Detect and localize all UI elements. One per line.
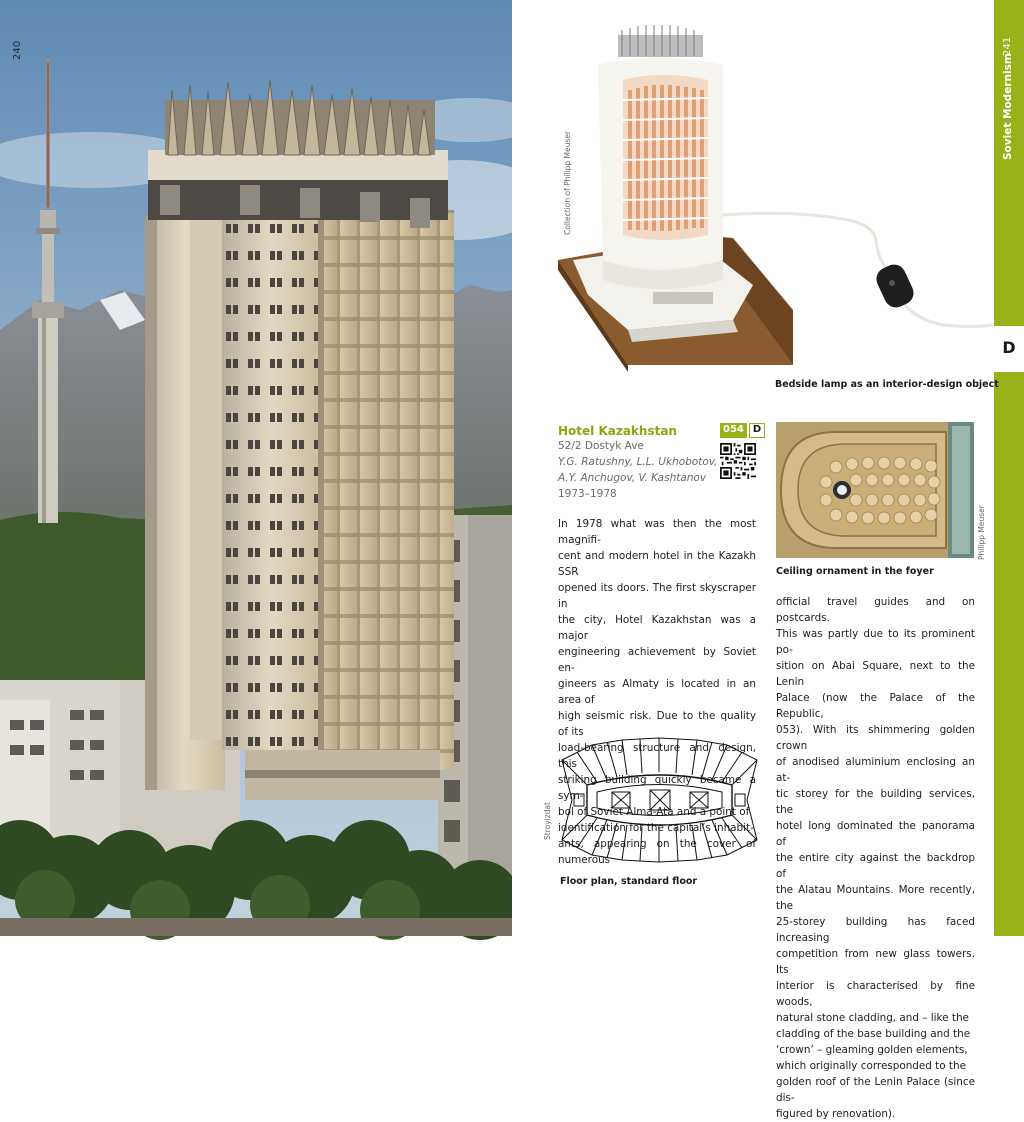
text-line: of anodised aluminium enclosing an at-	[776, 756, 975, 784]
text-line: engineering achievement by Soviet en-	[558, 646, 756, 674]
entry-number-badge	[720, 423, 765, 438]
entry-address: 52/2 Dostyk Ave	[558, 440, 644, 452]
qr-code[interactable]	[720, 443, 756, 479]
text-line: official travel guides and on postcards.	[776, 596, 975, 624]
lamp-photo	[548, 20, 993, 375]
entry-architects-1: Y.G. Ratushny, L.L. Ukhobotov,	[558, 456, 718, 468]
text-column-2	[776, 594, 975, 1122]
ceiling-photo-credit: Philipp Meuser	[977, 505, 986, 560]
text-line: golden roof of the Lenin Palace (since dis-	[776, 1076, 975, 1104]
text-line: identification for the capital’s inhabit-	[558, 822, 754, 834]
lamp-caption: Bedside lamp as an interior-design object	[775, 379, 999, 390]
text-line: This was partly due to its prominent po-	[776, 628, 975, 656]
page-number-left: 240	[12, 40, 23, 60]
text-line: interior is characterised by fine woods,	[776, 980, 975, 1008]
text-line: 053). With its shimmering golden crown	[776, 724, 975, 752]
floor-plan-caption: Floor plan, standard floor	[560, 876, 698, 887]
entry-title: Hotel Kazakhstan	[558, 424, 677, 438]
text-line: the entire city against the backdrop of	[776, 852, 975, 880]
text-line: gineers as Almaty is located in an area of	[558, 678, 756, 706]
text-line: hotel long dominated the panorama of	[776, 820, 975, 848]
floor-plan-drawing	[552, 730, 767, 870]
section-tab-letter: D	[1002, 338, 1016, 357]
text-line: striking building quickly became a sym-	[558, 774, 756, 802]
lamp-photo-credit: Collection of Philipp Meuser	[563, 131, 572, 235]
text-line: ants, appearing on the cover of numerous	[558, 838, 756, 866]
hotel-kazakhstan-photo	[0, 0, 512, 936]
text-line: Palace (now the Palace of the Republic,	[776, 692, 975, 720]
text-line: In 1978 what was then the most magnifi-	[558, 518, 756, 546]
entry-letter: D	[749, 423, 765, 438]
text-line: opened its doors. The first skyscraper in	[558, 582, 756, 610]
text-line: which originally corresponded to the	[776, 1060, 966, 1072]
floor-plan-credit: Stroyizdat	[543, 802, 552, 840]
ceiling-caption: Ceiling ornament in the foyer	[776, 566, 934, 577]
text-line: cent and modern hotel in the Kazakh SSR	[558, 550, 756, 578]
page-number-right: 241	[1002, 36, 1013, 56]
text-line: bol of Soviet Alma-Ata and a point of	[558, 806, 750, 818]
text-line: the city, Hotel Kazakhstan was a major	[558, 614, 756, 642]
hotel-photo	[0, 0, 512, 936]
text-line: ‘crown’ – gleaming golden elements,	[776, 1044, 968, 1056]
text-line: the Alatau Mountains. More recently, the	[776, 884, 975, 912]
entry-years: 1973–1978	[558, 488, 617, 500]
entry-architects-2: A.Y. Anchugov, V. Kashtanov	[558, 472, 707, 484]
text-line: cladding of the base building and the	[776, 1028, 971, 1040]
text-line: natural stone cladding, and – like the	[776, 1012, 969, 1024]
text-line: sition on Abai Square, next to the Lenin	[776, 660, 975, 688]
entry-number: 054	[720, 423, 747, 438]
text-line: load-bearing structure and design, this	[558, 742, 756, 770]
text-line: competition from new glass towers. Its	[776, 948, 975, 976]
ceiling-photo	[776, 422, 974, 558]
text-line: 25-storey building has faced increasing	[776, 916, 975, 944]
section-title: Soviet Modernism	[1002, 53, 1014, 160]
text-line: tic storey for the building services, the	[776, 788, 975, 816]
text-line: figured by renovation).	[776, 1108, 896, 1120]
text-line: high seismic risk. Due to the quality of its	[558, 710, 756, 738]
